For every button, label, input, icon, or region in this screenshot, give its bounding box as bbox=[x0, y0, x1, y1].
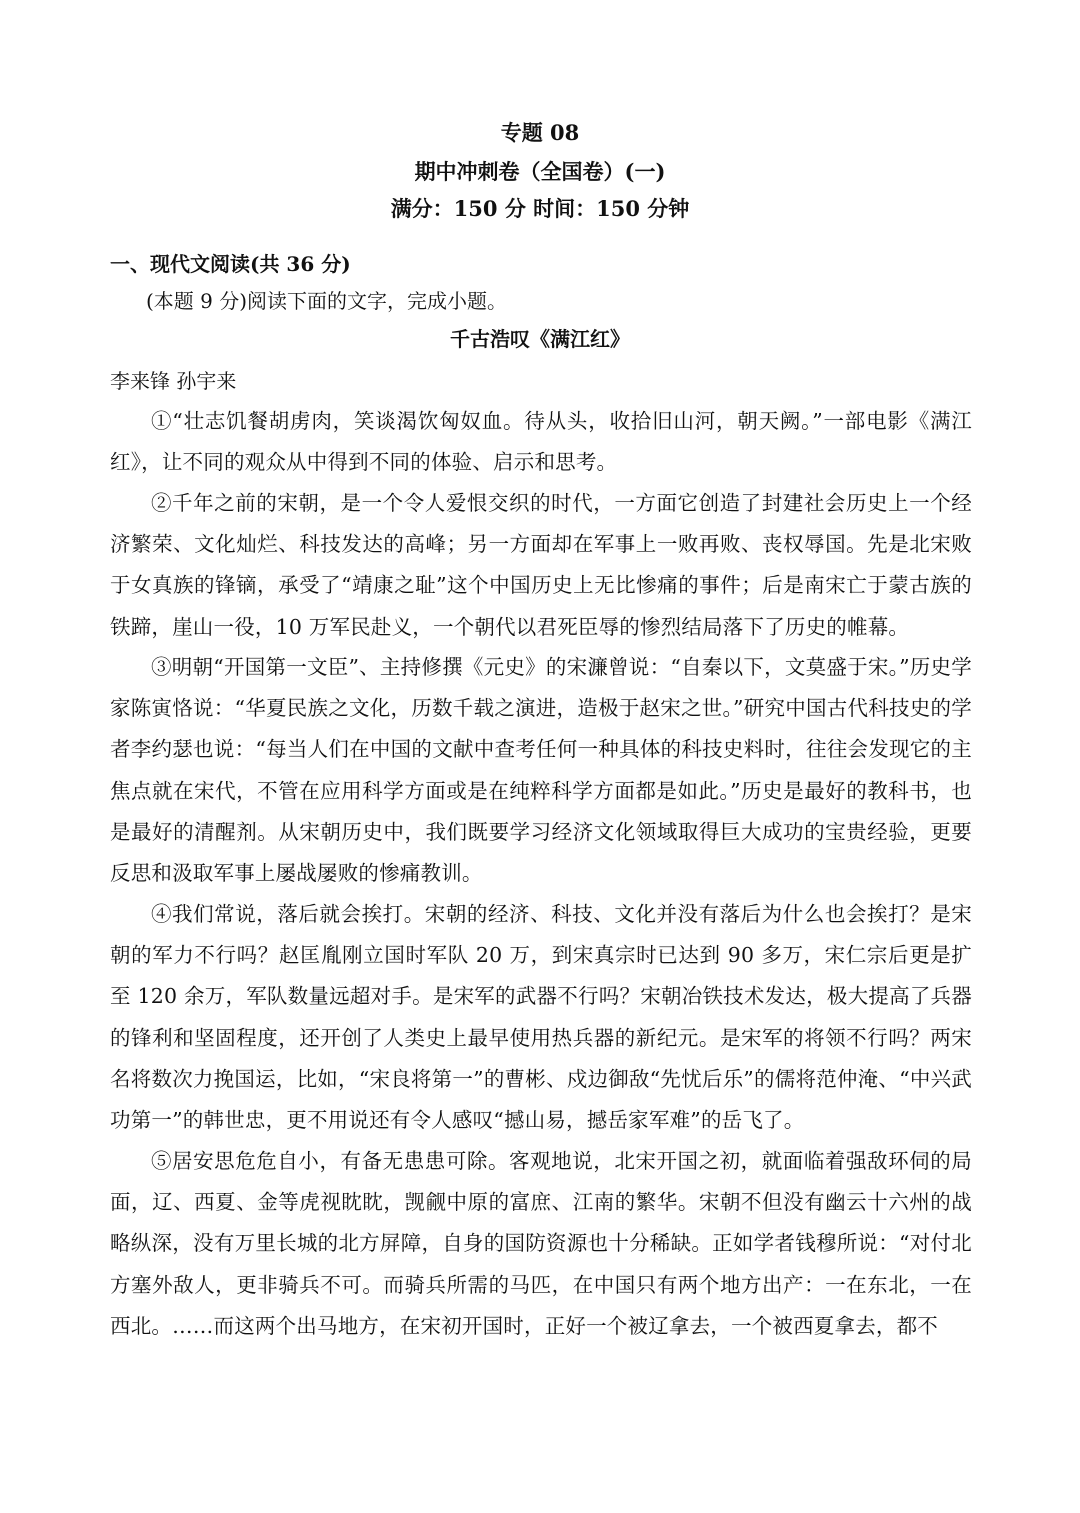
section-heading: 一、现代文阅读(共 36 分) bbox=[110, 252, 351, 276]
topic-label: 专题 08 bbox=[500, 120, 580, 145]
question-instruction: (本题 9 分)阅读下面的文字，完成小题。 bbox=[146, 289, 508, 313]
article-title: 千古浩叹《满江红》 bbox=[450, 327, 630, 351]
paragraph-3: ③明朝“开国第一文臣”、主持修撰《元史》的宋濂曾说：“自秦以下，文莫盛于宋。”历史学家陈寅恪说：“华夏民族之文化，历数千载之演进，造极于赵宋之世。”研究中国古代科技史的学者李约瑟也说：“每当人们在中国的文献中查考任何一种具体的科技史料时，往往会发现它的主焦点就在宋代，不管在应用科学方面或是在纯粹科学方面都是如此。”历史是最好的教科书，也是最好的清醒剂。从宋朝历史中，我们既要学习经济文化领域取得巨大成功的宝贵经验，更要反思和汲取军事上屡战屡败的惨痛教训。 bbox=[110, 655, 972, 886]
article-authors: 李来锋 孙宇来 bbox=[110, 369, 237, 393]
score-time-info: 满分：150 分 时间：150 分钟 bbox=[390, 196, 690, 221]
paragraph-5: ⑤居安思危危自小，有备无患患可除。客观地说，北宋开国之初，就面临着强敌环伺的局面，辽、西夏、金等虎视眈眈，觊觎中原的富庶、江南的繁华。宋朝不但没有幽云十六州的战略纵深，没有万里长城的北方屏障，自身的国防资源也十分稀缺。正如学者钱穆所说：“对付北方塞外敌人，更非骑兵不可。而骑兵所需的马匹，在中国只有两个地方出产：一在东北，一在西北。……而这两个出马地方，在宋初开国时，正好一个被辽拿去，一个被西夏拿去，都不 bbox=[110, 1149, 972, 1338]
exam-title: 期中冲刺卷（全国卷）(一) bbox=[414, 159, 666, 184]
paragraph-4: ④我们常说，落后就会挨打。宋朝的经济、科技、文化并没有落后为什么也会挨打？是宋朝的军力不行吗？赵匡胤刚立国时军队 20 万，到宋真宗时已达到 90 多万，宋仁宗后更是扩至 120 余万，军队数量远超对手。是宋军的武器不行吗？宋朝冶铁技术发达，极大提高了兵器的锋利和坚固程度，还开创了人类史上最早使用热兵器的新纪元。是宋军的将领不行吗？两宋名将数次力挽国运，比如，“宋良将第一”的曹彬、戍边御敌“先忧后乐”的儒将范仲淹、“中兴武功第一”的韩世忠，更不用说还有令人感叹“撼山易，撼岳家军难”的岳飞了。 bbox=[110, 902, 972, 1133]
paragraph-1: ①“壮志饥餐胡虏肉，笑谈渴饮匈奴血。待从头，收拾旧山河，朝天阙。”一部电影《满江红》，让不同的观众从中得到不同的体验、启示和思考。 bbox=[110, 409, 972, 475]
paragraph-2: ②千年之前的宋朝，是一个令人爱恨交织的时代，一方面它创造了封建社会历史上一个经济繁荣、文化灿烂、科技发达的高峰；另一方面却在军事上一败再败、丧权辱国。先是北宋败于女真族的锋镝，承受了“靖康之耻”这个中国历史上无比惨痛的事件；后是南宋亡于蒙古族的铁蹄，崖山一役，10 万军民赴义，一个朝代以君死臣辱的惨烈结局落下了历史的帷幕。 bbox=[110, 491, 972, 639]
